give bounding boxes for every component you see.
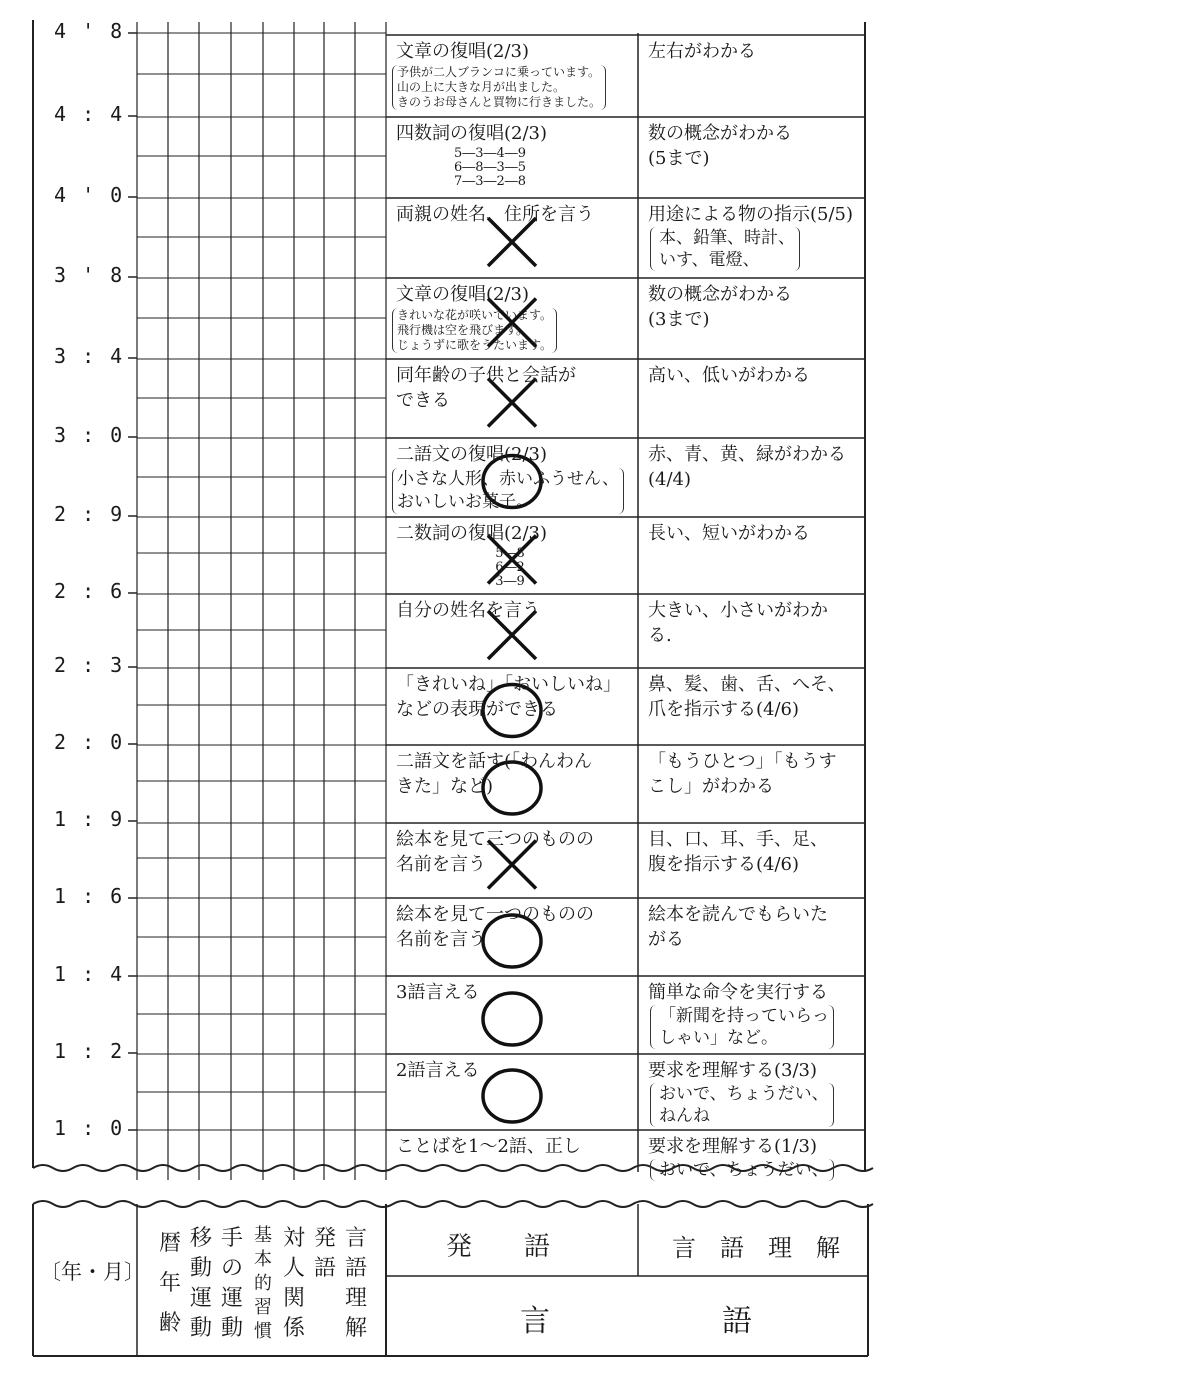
speech-cell [386, 898, 638, 976]
footer-vertical-column-label: 手の運動 [220, 1226, 243, 1341]
speech-cell [386, 359, 638, 438]
comprehension-cell [638, 438, 865, 517]
comprehension-title: 数の概念がわかる [648, 284, 792, 305]
speech-title-line2: 名前を言う [396, 854, 486, 875]
footer-vertical-column-label: 暦年齢 [158, 1231, 181, 1336]
speech-cell [386, 594, 638, 668]
comprehension-title: 赤、青、黄、緑がわかる [648, 444, 846, 465]
comprehension-example-list [650, 1159, 834, 1181]
comprehension-title-line2: (5まで) [648, 148, 710, 169]
age-label: 1 : 4 [54, 962, 125, 986]
speech-column-header: 発 語 [446, 1232, 551, 1262]
speech-title: ことばを1～2語、正し [396, 1136, 581, 1157]
speech-title-line2: できる [396, 390, 450, 411]
speech-title: 文章の復唱(2/3) [396, 41, 530, 62]
speech-title: 二語文を話す(「わんわん [396, 751, 593, 772]
speech-example-line: 6―8―3―5 [453, 160, 527, 175]
comprehension-cell [638, 594, 865, 668]
speech-cell [386, 1130, 638, 1172]
comprehension-example-line: おいで、ちょうだい、 [659, 1160, 829, 1180]
speech-title-line2: 名前を言う [396, 929, 486, 950]
comprehension-cell [638, 278, 865, 359]
comprehension-title: 簡単な命令を実行する [648, 982, 828, 1003]
speech-example-line: 6―2 [495, 560, 525, 575]
comprehension-title-line2: がる [648, 929, 684, 950]
comprehension-title: 大きい、小さいがわか [648, 600, 828, 621]
comprehension-example-list [650, 227, 800, 271]
comprehension-example-line: 「新聞を持っていらっ [659, 1006, 829, 1026]
footer-vertical-column-label: 対人関係 [282, 1226, 305, 1341]
comprehension-title: 絵本を読んでもらいた [648, 904, 828, 925]
comprehension-cell [638, 668, 865, 745]
speech-example-line: きのうお母さんと買物に行きました。 [397, 95, 602, 109]
speech-cell [386, 198, 638, 278]
comprehension-title: 鼻、髪、歯、舌、へそ、 [648, 674, 846, 695]
language-section-left: 言 [520, 1304, 550, 1339]
comprehension-example-list [650, 1083, 834, 1127]
age-label: 2 : 6 [54, 579, 125, 603]
speech-example-line: きれいな花が咲いています。 [397, 308, 553, 322]
speech-title: 二語文の復唱(2/3) [396, 444, 548, 465]
age-label: 1 : 0 [54, 1116, 125, 1140]
speech-title: 両親の姓名、住所を言う [396, 204, 594, 225]
speech-title: 四数詞の復唱(2/3) [396, 123, 548, 144]
break-line-bottom [33, 1201, 873, 1207]
speech-example-list [440, 147, 540, 189]
speech-title: 絵本を見て三つのものの [396, 829, 594, 850]
comprehension-cell [638, 359, 865, 438]
comprehension-title: 用途による物の指示(5/5) [648, 204, 854, 225]
speech-example-list [392, 65, 606, 110]
age-label: 4 : 4 [54, 102, 125, 126]
comprehension-cell [638, 117, 865, 198]
speech-example-line: 飛行機は空を飛びます。 [397, 323, 529, 337]
speech-cell [386, 976, 638, 1054]
age-label: 3 : 4 [54, 344, 125, 368]
comprehension-title-line2: 爪を指示する(4/6) [648, 699, 800, 720]
age-label: 1 : 6 [54, 884, 125, 908]
speech-cell [386, 823, 638, 898]
speech-title: 3語言える [396, 982, 480, 1003]
footer-vertical-column-label: 言語理解 [344, 1226, 367, 1341]
comprehension-title-line2: 腹を指示する(4/6) [648, 854, 800, 875]
speech-example-list [480, 547, 540, 589]
age-label: 3 ' 8 [54, 263, 125, 287]
footer-vertical-column-label: 移動運動 [189, 1226, 212, 1341]
speech-example-line: 予供が二人ブランコに乗っています。 [397, 65, 601, 79]
speech-example-line: 山の上に大きな月が出ました。 [397, 80, 566, 94]
comprehension-title: 要求を理解する(1/3) [648, 1136, 818, 1157]
age-label: 2 : 3 [54, 653, 125, 677]
comprehension-title-line2: (4/4) [648, 469, 692, 490]
comprehension-example-line: おいで、ちょうだい、 [659, 1084, 829, 1104]
comprehension-title: 高い、低いがわかる [648, 365, 810, 386]
comprehension-example-line: ねんね [659, 1106, 710, 1126]
comprehension-title: 左右がわかる [648, 41, 756, 62]
comprehension-title: 数の概念がわかる [648, 123, 792, 144]
comprehension-cell [638, 745, 865, 823]
speech-title: 二数詞の復唱(2/3) [396, 523, 548, 544]
age-label: 1 : 2 [54, 1039, 125, 1063]
year-month-label: 〔年・月〕 [40, 1260, 145, 1284]
age-label: 3 : 0 [54, 423, 125, 447]
speech-title: 文章の復唱(2/3) [396, 284, 530, 305]
comprehension-title-line2: (3まで) [648, 309, 710, 330]
speech-example-line: 5―8 [495, 546, 525, 561]
comprehension-cell [638, 823, 865, 898]
age-label: 1 : 9 [54, 807, 125, 831]
age-label: 2 : 9 [54, 502, 125, 526]
speech-cell [386, 668, 638, 745]
speech-title: 「きれいね」「おいしいね」 [396, 674, 621, 695]
speech-title: 同年齢の子供と会話が [396, 365, 576, 386]
speech-example-line: 小さな人形、赤いふうせん、 [397, 469, 620, 489]
speech-example-list [392, 468, 624, 514]
speech-example-line: 7―3―2―8 [453, 174, 527, 189]
comprehension-title-line2: る. [648, 625, 672, 646]
comprehension-example-line: しゃい」など。 [659, 1028, 778, 1048]
comprehension-title: 長い、短いがわかる [648, 523, 810, 544]
footer-vertical-column-label: 基本的習慣 [254, 1225, 272, 1342]
speech-title-line2: きた」など) [396, 776, 494, 797]
speech-example-line: 5―3―4―9 [453, 146, 527, 161]
speech-cell [386, 1054, 638, 1130]
speech-title: 絵本を見て一つのものの [396, 904, 594, 925]
comprehension-title: 「もうひとつ」「もうす [648, 751, 837, 772]
comprehension-cell [638, 35, 865, 117]
speech-title: 2語言える [396, 1060, 480, 1081]
comprehension-example-line: 本、鉛筆、時計、 [659, 228, 795, 248]
age-label: 4 ' 0 [54, 183, 125, 207]
speech-example-list [392, 308, 557, 353]
speech-title: 自分の姓名を言う [396, 600, 540, 621]
comprehension-title: 要求を理解する(3/3) [648, 1060, 818, 1081]
comprehension-cell [638, 517, 865, 594]
speech-example-line: 3―9 [495, 574, 525, 589]
speech-example-line: おいしいお菓子。 [397, 492, 533, 512]
language-section-right: 語 [722, 1304, 752, 1339]
speech-cell [386, 745, 638, 823]
speech-example-line: じょうずに歌をうたいます。 [397, 338, 553, 352]
comprehension-example-line: いす、電燈、 [659, 250, 760, 270]
age-label: 2 : 0 [54, 730, 125, 754]
comprehension-title: 目、口、耳、手、足、 [648, 829, 828, 850]
age-label: 4 ' 8 [54, 19, 125, 43]
footer-vertical-column-label: 発語 [313, 1226, 336, 1281]
comprehension-example-list [650, 1005, 834, 1049]
comprehension-title-line2: こし」がわかる [648, 776, 774, 797]
speech-title-line2: などの表現ができる [396, 699, 558, 720]
comprehension-cell [638, 898, 865, 976]
comprehension-column-header: 言 語 理 解 [672, 1234, 840, 1262]
